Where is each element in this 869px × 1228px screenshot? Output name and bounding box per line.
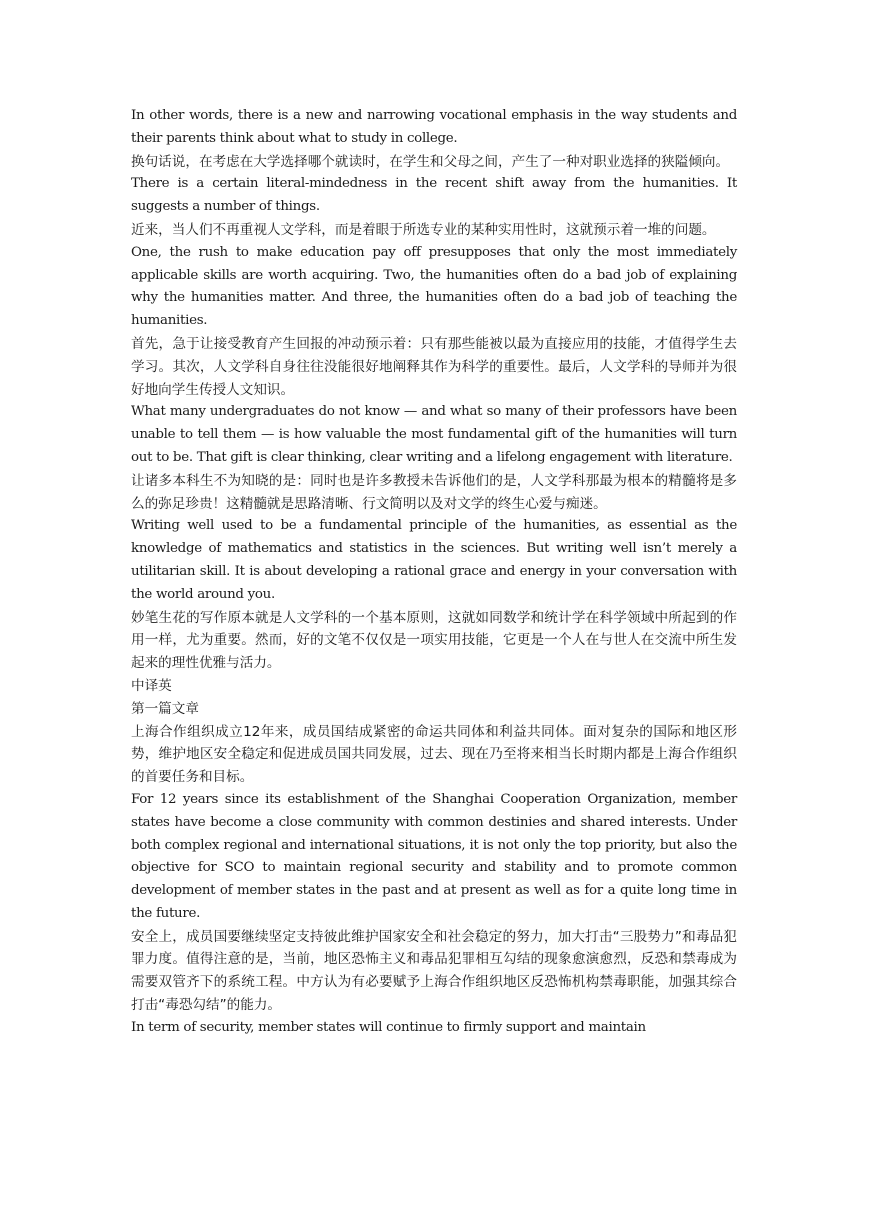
paragraph-zh: 上海合作组织成立12年来，成员国结成紧密的命运共同体和利益共同体。面对复杂的国际和地区形势，维护地区安全稳定和促进成员国共同发展，过去、现在乃至将来相当长时期内都是上海合作组织的首要任务和目标。 <box>131 723 737 786</box>
paragraph-en: One, the rush to make education pay off presupposes that only the most immediately applicable skills are worth acquiring. Two, the humanities often do a bad job of explaining why the humanities matter. And three, the humanities often do a bad job of teaching the humanities. <box>131 244 737 329</box>
paragraph-en: What many undergraduates do not know — and what so many of their professors have been unable to tell them — is how valuable the most fundamental gift of the humanities will turn out to be. That gift is clear thinking, clear writing and a lifelong engagement with literature. <box>131 404 737 465</box>
paragraph-zh: 让诸多本科生不为知晓的是：同时也是许多教授未告诉他们的是，人文学科那最为根本的精髓将是多么的弥足珍贵！这精髓就是思路清晰、行文简明以及对文学的终生心爱与痴迷。 <box>131 472 737 512</box>
document-body <box>131 105 737 1040</box>
paragraph-zh: 换句话说，在考虑在大学选择哪个就读时，在学生和父母之间，产生了一种对职业选择的狭隘倾向。 <box>131 153 730 170</box>
article-heading: 第一篇文章 <box>131 700 199 717</box>
paragraph-en: In other words, there is a new and narrowing vocational emphasis in the way students and their parents think about what to study in college. <box>131 108 737 146</box>
paragraph-zh: 妙笔生花的写作原本就是人文学科的一个基本原则，这就如同数学和统计学在科学领域中所起到的作用一样，尤为重要。然而，好的文笔不仅仅是一项实用技能，它更是一个人在与世人在交流中所生发起来的理性优雅与活力。 <box>131 609 737 672</box>
paragraph-zh: 首先，急于让接受教育产生回报的冲动预示着：只有那些能被以最为直接应用的技能，才值得学生去学习。其次，人文学科自身往往没能很好地阐释其作为科学的重要性。最后，人文学科的导师并为很好地向学生传授人文知识。 <box>131 335 737 398</box>
paragraph-en: There is a certain literal-mindedness in the recent shift away from the humanities. It suggests a number of things. <box>131 176 737 215</box>
paragraph-zh: 安全上，成员国要继续坚定支持彼此维护国家安全和社会稳定的努力，加大打击“三股势力”和毒品犯罪力度。值得注意的是，当前，地区恐怖主义和毒品犯罪相互勾结的现象愈演愈烈，反恐和禁毒成为需要双管齐下的系统工程。中方认为有必要赋予上海合作组织地区反恐怖机构禁毒职能，加强其综合打击“毒恐勾结”的能力。 <box>131 928 737 1014</box>
paragraph-en: For 12 years since its establishment of the Shanghai Cooperation Organization, member states have become a close community with common destinies and shared interests. Under both complex regional and international situations, it is not only the top priority, but also the objective for SCO to maintain regional security and stability and to promote common development of member states in the past and at present as well as for a quite long time in the future. <box>131 791 737 921</box>
paragraph-en: In term of security, member states will continue to firmly support and maintain <box>131 1019 646 1035</box>
section-heading: 中译英 <box>131 677 172 694</box>
paragraph-en: Writing well used to be a fundamental principle of the humanities, as essential as the knowledge of mathematics and statistics in the sciences. But writing well isn’t merely a utilitarian skill. It is about developing a rational grace and energy in your conversation with the world around you. <box>131 518 737 602</box>
paragraph-zh: 近来，当人们不再重视人文学科，而是着眼于所选专业的某种实用性时，这就预示着一堆的问题。 <box>131 221 716 238</box>
